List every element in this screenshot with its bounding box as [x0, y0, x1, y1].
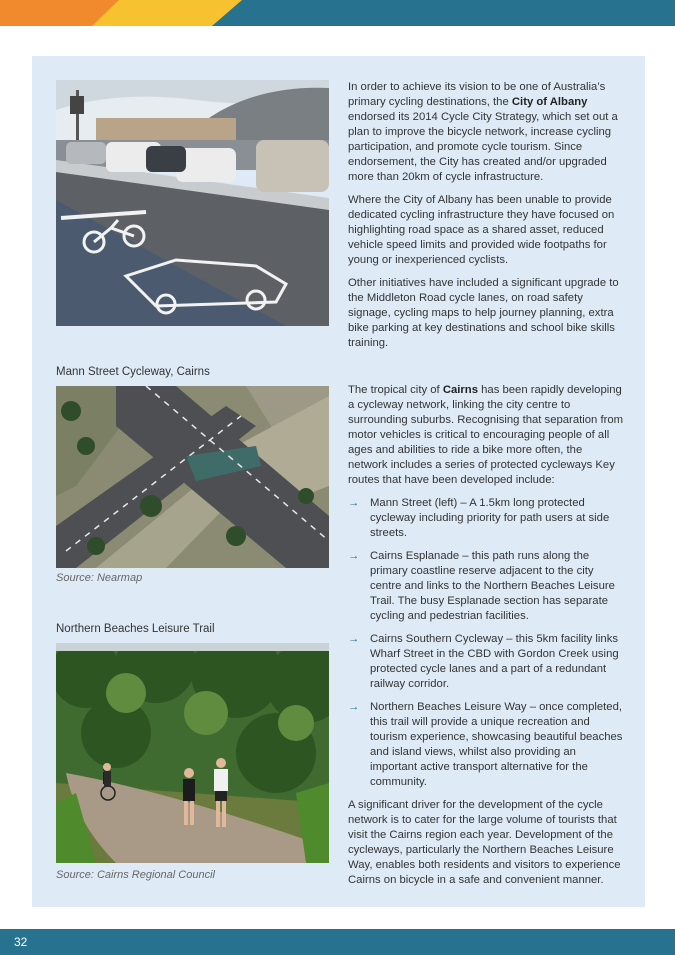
leisure-trail-photo [56, 643, 329, 863]
bottom-band [0, 929, 675, 955]
list-item [348, 632, 624, 692]
albany-p1-text: In order to achieve its vision to be one of Australia’s primary cycling destinations, the [348, 81, 606, 108]
albany-paragraph-3: Other initiatives have included a significant upgrade to the Middleton Road cycle lanes, on road safety signage, cycling maps to help journey planning, extra bike parking at key destinations and school bike skills training. [348, 277, 619, 349]
list-item [348, 549, 624, 624]
route-text: Northern Beaches Leisure Way – once completed, this trail will provide a unique recreation and tourism experience, showcasing beautiful beaches and island views, whilst also providing an important active transport alternative for the community. [370, 701, 623, 788]
list-item [348, 496, 624, 541]
top-decorative-band [0, 0, 675, 26]
cairns-text-block [348, 383, 624, 896]
cairns-closing-paragraph: A significant driver for the development of the cycle network is to cater for the large volume of tourists that visit the Cairns region each year. Development of the cycleways, particularly the Northern Beaches Leisure Way, enables both residents and visitors to experience Cairns on bicycle in a safe and convenient manner. [348, 799, 621, 886]
page-number: 32 [14, 935, 28, 949]
route-text: Mann Street (left) – A 1.5km long protected cycleway including priority for path users at side streets. [370, 497, 610, 539]
route-text: Cairns Esplanade – this path runs along the primary coastline reserve adjacent to the city centre and links to the Northern Beaches Leisure Trail. The busy Esplanade section has separate cycling and pedestrian facilities. [370, 550, 615, 622]
mann-street-aerial-photo [56, 386, 329, 568]
arrow-right-icon: → [348, 550, 360, 562]
albany-text-block [348, 80, 624, 359]
arrow-right-icon: → [348, 497, 360, 509]
cairns-routes-list [348, 496, 624, 790]
cairns-intro [348, 383, 624, 488]
nearmap-source: Source: Nearmap [56, 572, 143, 584]
arrow-right-icon: → [348, 633, 360, 645]
cairns-intro-text-cont: has been rapidly developing a cycleway network, linking the city centre to surrounding suburbs. Recognising that separation from motor vehicles is critical to encouraging people of all ages and abilities to ride a bike more often, the network includes a series of protected cycleways Key routes that have been developed include: [348, 384, 624, 486]
albany-p1-text-cont: endorsed its 2014 Cycle City Strategy, which set out a plan to improve the bicycle network, increase cycling participation, and promote cycle tourism. Since endorsement, the City has created and/or upgraded more than 20km of cycle infrastructure. [348, 111, 618, 183]
albany-street-photo [56, 80, 329, 326]
list-item [348, 700, 624, 790]
mann-street-caption: Mann Street Cycleway, Cairns [56, 366, 210, 378]
route-text: Cairns Southern Cycleway – this 5km facility links Wharf Street in the CBD with Gordon Creek using protected cycle lanes and a part of a redundant railway corridor. [370, 633, 619, 690]
albany-paragraph-2: Where the City of Albany has been unable to provide dedicated cycling infrastructure they have focused on highlighting road space as a shared asset, reduced vehicle speed limits and provided wide footpaths for young or inexperienced cyclists. [348, 194, 615, 266]
cairns-intro-text: The tropical city of [348, 384, 443, 396]
cairns-bold: Cairns [442, 384, 478, 396]
northern-beaches-caption: Northern Beaches Leisure Trail [56, 623, 215, 635]
city-of-albany-bold: City of Albany [511, 96, 588, 108]
cairns-council-source: Source: Cairns Regional Council [56, 869, 215, 881]
albany-paragraph-1 [348, 80, 624, 185]
arrow-right-icon: → [348, 701, 360, 713]
